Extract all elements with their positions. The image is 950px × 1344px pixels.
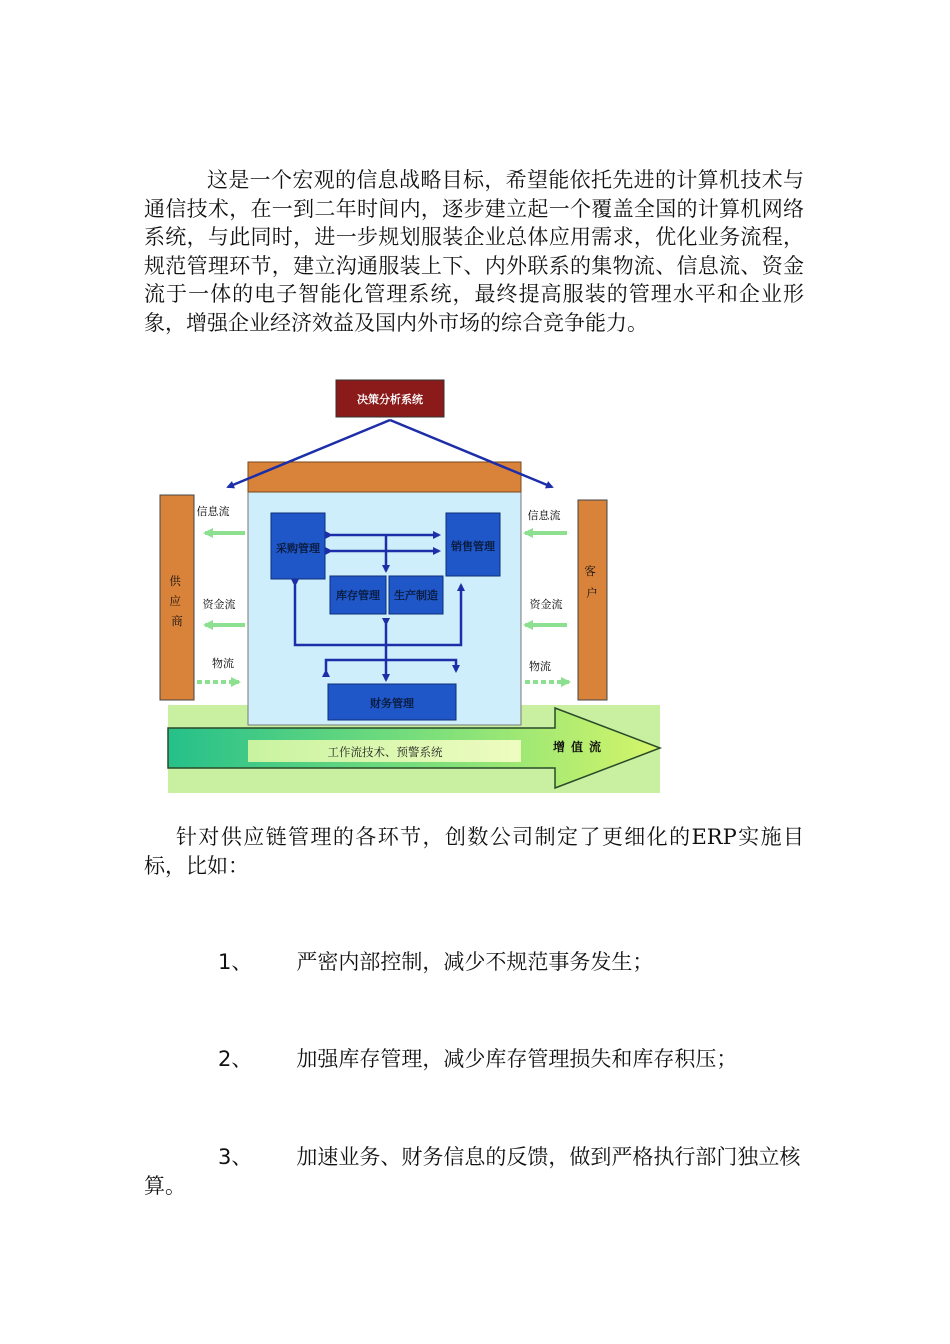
value-flow-label: 增值流 [552,740,608,754]
list-item-text: 严密内部控制，减少不规范事务发生； [296,950,654,974]
customer-label-1: 客 [584,564,596,578]
supplier-label [169,574,184,628]
customer-label-2: 户 [586,586,598,600]
finance-label: 财务管理 [370,697,414,710]
list-item [144,1045,878,1074]
supplier-label-2: 应 [169,594,181,608]
intro-paragraph: 这是一个宏观的信息战略目标，希望能依托先进的计算机技术与通信技术，在一到二年时间内，逐步建立起一个覆盖全国的计算机网络系统，与此同时，进一步规划服装企业总体应用需求，优化业务流程，规范管理环节，建立沟通服装上下、内外联系的集物流、信息流、资金流于一体的电子智能化管理系统，最终提高服装的管理水平和企业形象，增强企业经济效益及国内外市场的综合竞争能力。 [144,168,804,335]
list-item [144,1143,804,1200]
list-item-text: 加速业务、财务信息的反馈，做到严格执行部门独立核算。 [144,1145,801,1198]
right-fund-flow-label: 资金流 [529,598,563,611]
purchase-label: 采购管理 [276,542,320,555]
decision-analysis-label: 决策分析系统 [357,393,423,406]
list-item-number: 1、 [218,950,253,974]
erp-architecture-diagram [155,375,665,795]
supplier-label-1: 供 [169,574,181,588]
list-item [144,948,878,977]
list-item-text: 加强库存管理，减少库存管理损失和库存积压； [296,1047,738,1071]
left-info-flow-label: 信息流 [196,505,230,518]
erp-goal-intro: 针对供应链管理的各环节，创数公司制定了更细化的ERP实施目标，比如： [144,825,804,878]
production-label: 生产制造 [394,589,438,602]
list-item-number: 3、 [218,1145,253,1169]
customer-box [578,500,607,700]
workflow-label: 工作流技术、预警系统 [327,745,443,759]
inventory-label: 库存管理 [336,589,380,602]
left-goods-flow-label: 物流 [212,657,234,670]
sales-label: 销售管理 [451,540,495,553]
list-item-number: 2、 [218,1047,253,1071]
core-roof [248,462,521,492]
supplier-label-3: 商 [171,614,183,628]
right-info-flow-label: 信息流 [527,509,561,522]
right-goods-flow-label: 物流 [529,660,551,673]
left-fund-flow-label: 资金流 [202,598,236,611]
